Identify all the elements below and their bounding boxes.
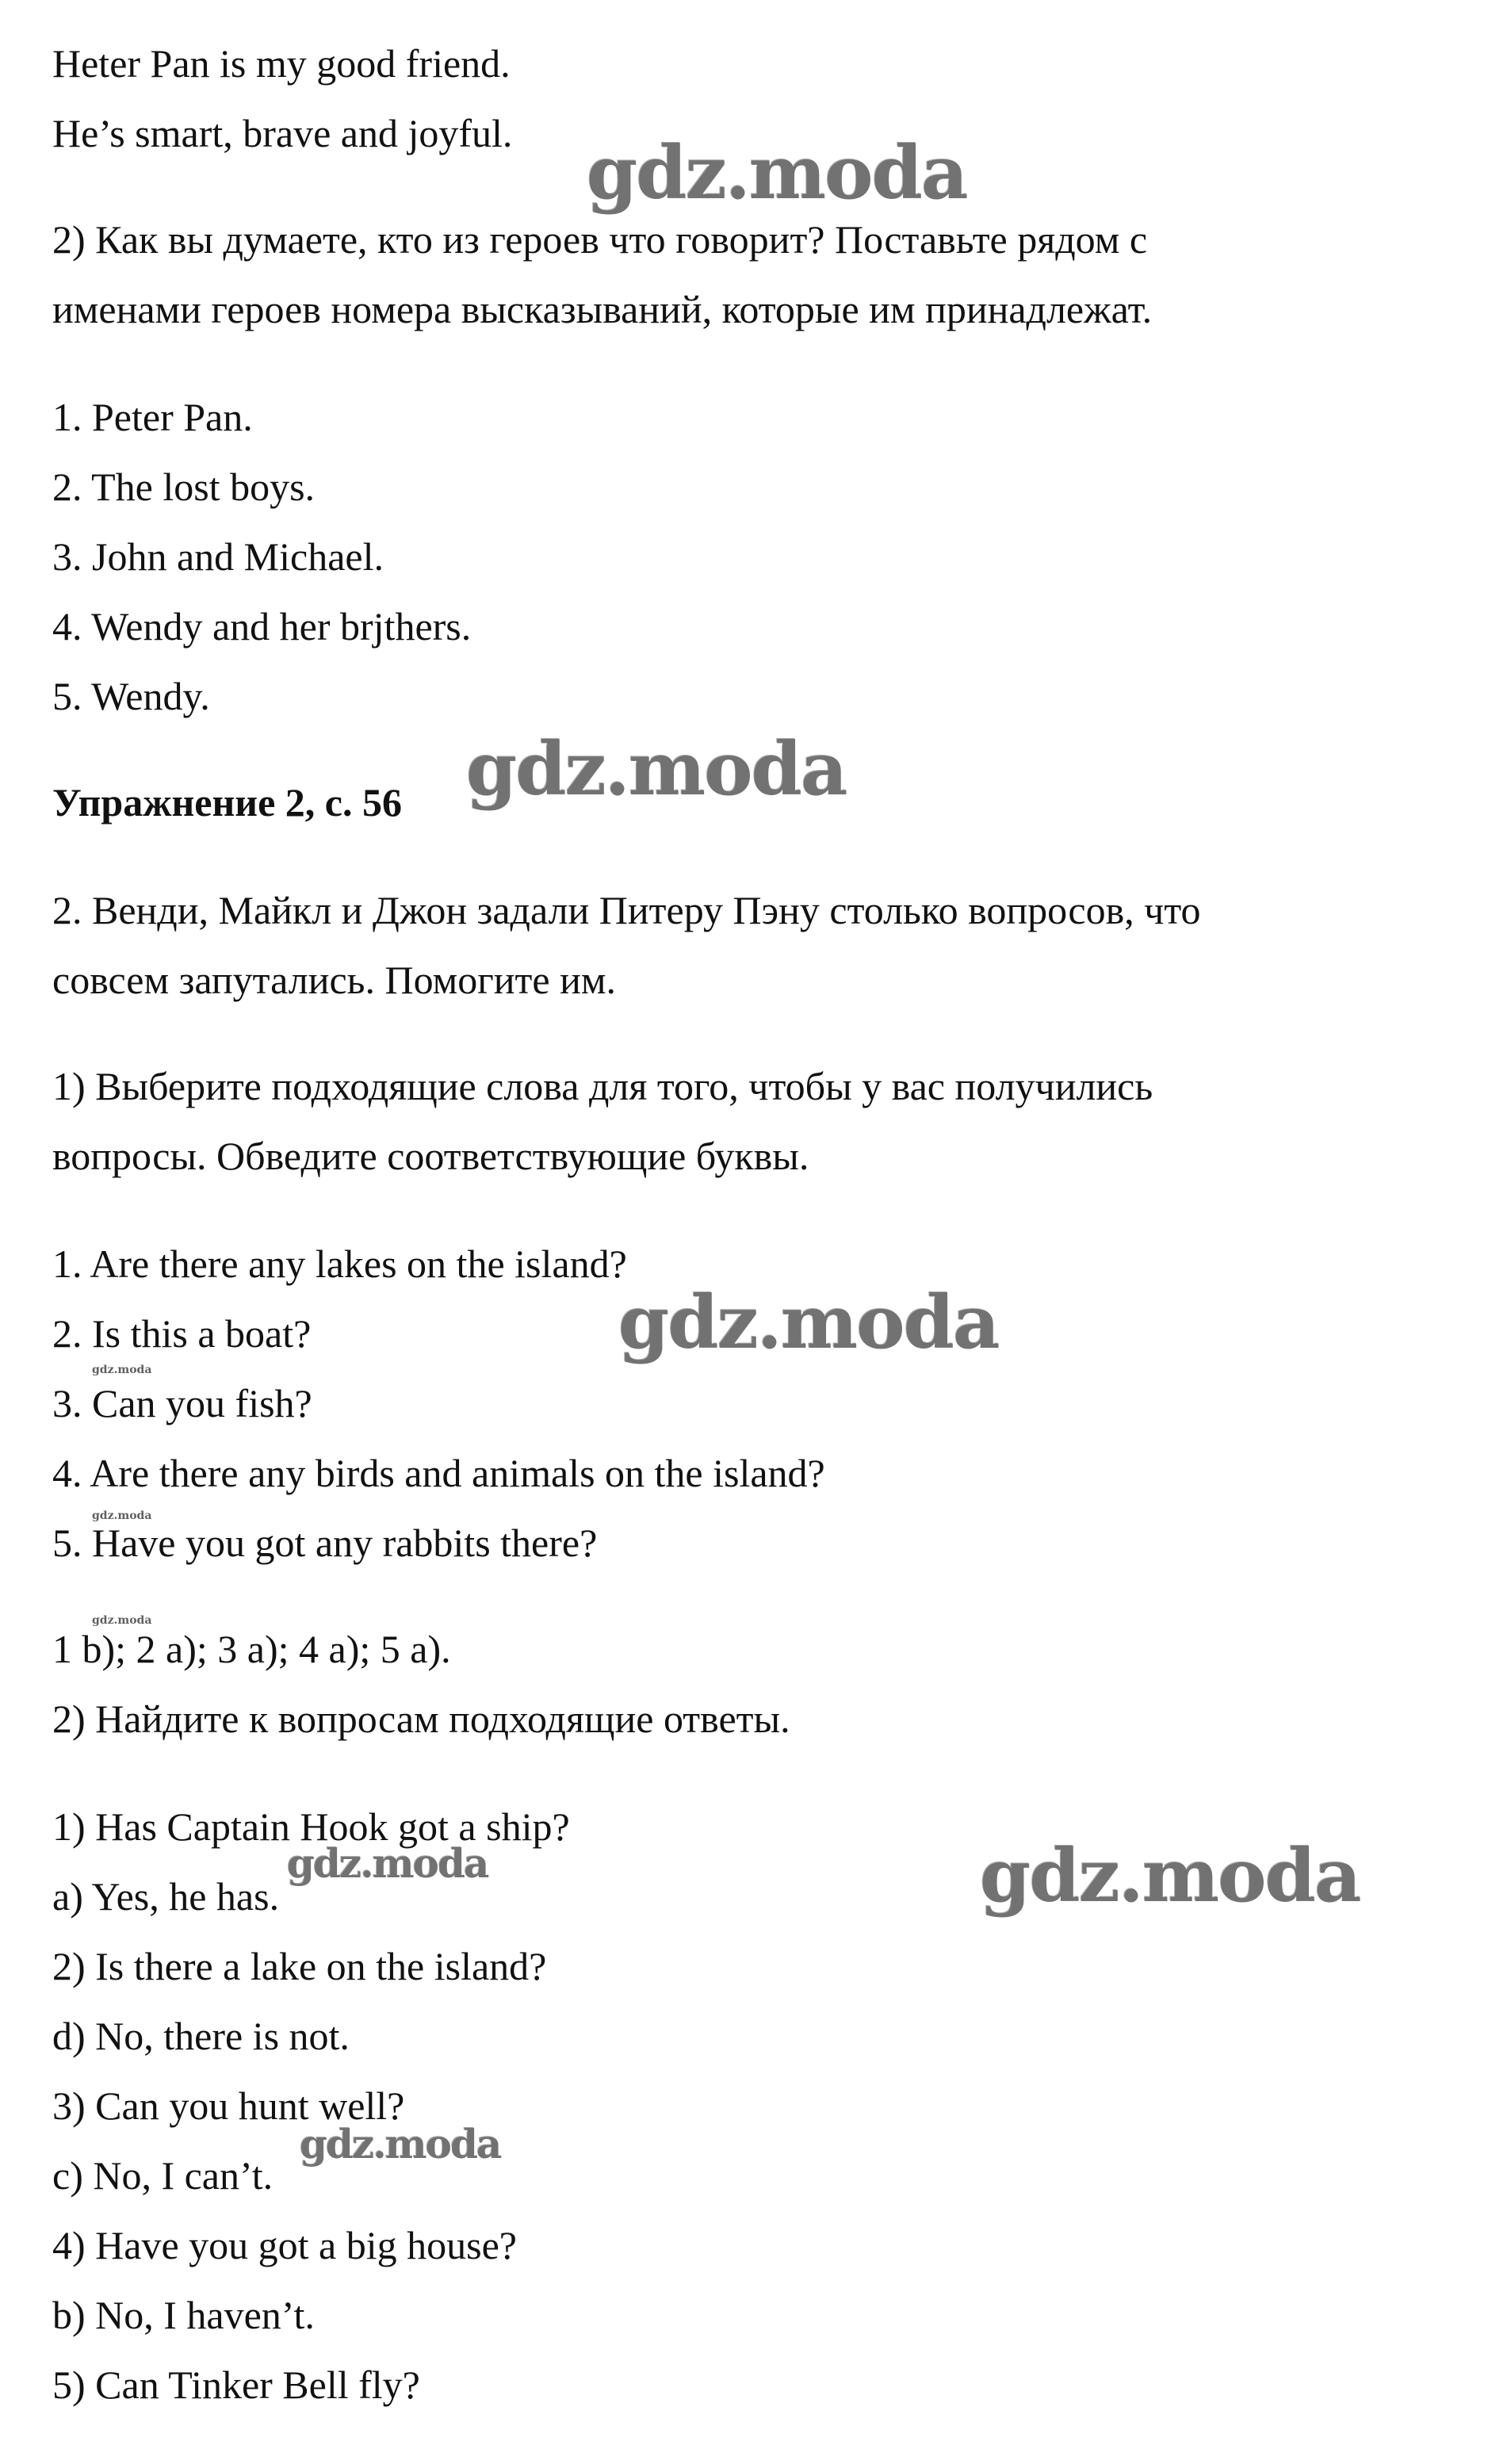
question-line: 4) Have you got a big house? [52, 2223, 517, 2267]
task-instruction: именами героев номера высказываний, которые им принадлежат. [52, 287, 1153, 331]
answer-line: 1 b); 2 a); 3 a); 4 a); 5 a). [52, 1627, 451, 1671]
list-item: 2. The lost boys. [52, 465, 316, 509]
answer-line: c) No, I can’t. [52, 2153, 274, 2198]
watermark: gdz.moda [587, 130, 967, 216]
list-item: 3. Can you fish? [52, 1381, 312, 1425]
question-line: 2) Is there a lake on the island? [52, 1944, 547, 1988]
watermark: gdz.moda [92, 1364, 152, 1376]
answer-line: b) No, I haven’t. [52, 2293, 315, 2337]
watermark: gdz.moda [92, 1509, 152, 1522]
list-item: 1. Are there any lakes on the island? [52, 1242, 627, 1286]
task-instruction: вопросы. Обведите соответствующие буквы. [52, 1134, 809, 1178]
answer-line: d) No, there is not. [52, 2014, 350, 2058]
watermark: gdz.moda [980, 1833, 1360, 1919]
watermark: gdz.moda [618, 1280, 999, 1365]
list-item: 4. Are there any birds and animals on the island? [52, 1451, 825, 1495]
exercise-heading: Упражнение 2, с. 56 [52, 780, 402, 825]
answer-line: a) Yes, he has. [52, 1874, 280, 1919]
question-line: 1) Has Captain Hook got a ship? [52, 1804, 570, 1849]
text-line: Heter Pan is my good friend. [52, 41, 511, 86]
list-item: 3. John and Michael. [52, 534, 384, 579]
watermark: gdz.moda [287, 1840, 488, 1887]
text-line: He’s smart, brave and joyful. [52, 111, 513, 155]
list-item: 5. Have you got any rabbits there? [52, 1521, 598, 1565]
list-item: 4. Wendy and her brjthers. [52, 604, 472, 649]
watermark: gdz.moda [92, 1614, 152, 1627]
watermark: gdz.moda [466, 726, 847, 812]
list-item: 5. Wendy. [52, 674, 210, 718]
list-item: 1. Peter Pan. [52, 395, 253, 439]
task-instruction: 2) Как вы думаете, кто из героев что говорит? Поставьте рядом с [52, 217, 1148, 262]
task-instruction: 2) Найдите к вопросам подходящие ответы. [52, 1697, 790, 1741]
question-line: 3) Can you hunt well? [52, 2083, 405, 2128]
list-item: 2. Is this a boat? [52, 1311, 312, 1356]
task-instruction: совсем запутались. Помогите им. [52, 958, 616, 1002]
watermark: gdz.moda [300, 2121, 501, 2167]
task-instruction: 2. Венди, Майкл и Джон задали Питеру Пэну столько вопросов, что [52, 888, 1201, 932]
task-instruction: 1) Выберите подходящие слова для того, чтобы у вас получились [52, 1064, 1153, 1108]
question-line: 5) Can Tinker Bell fly? [52, 2363, 420, 2407]
